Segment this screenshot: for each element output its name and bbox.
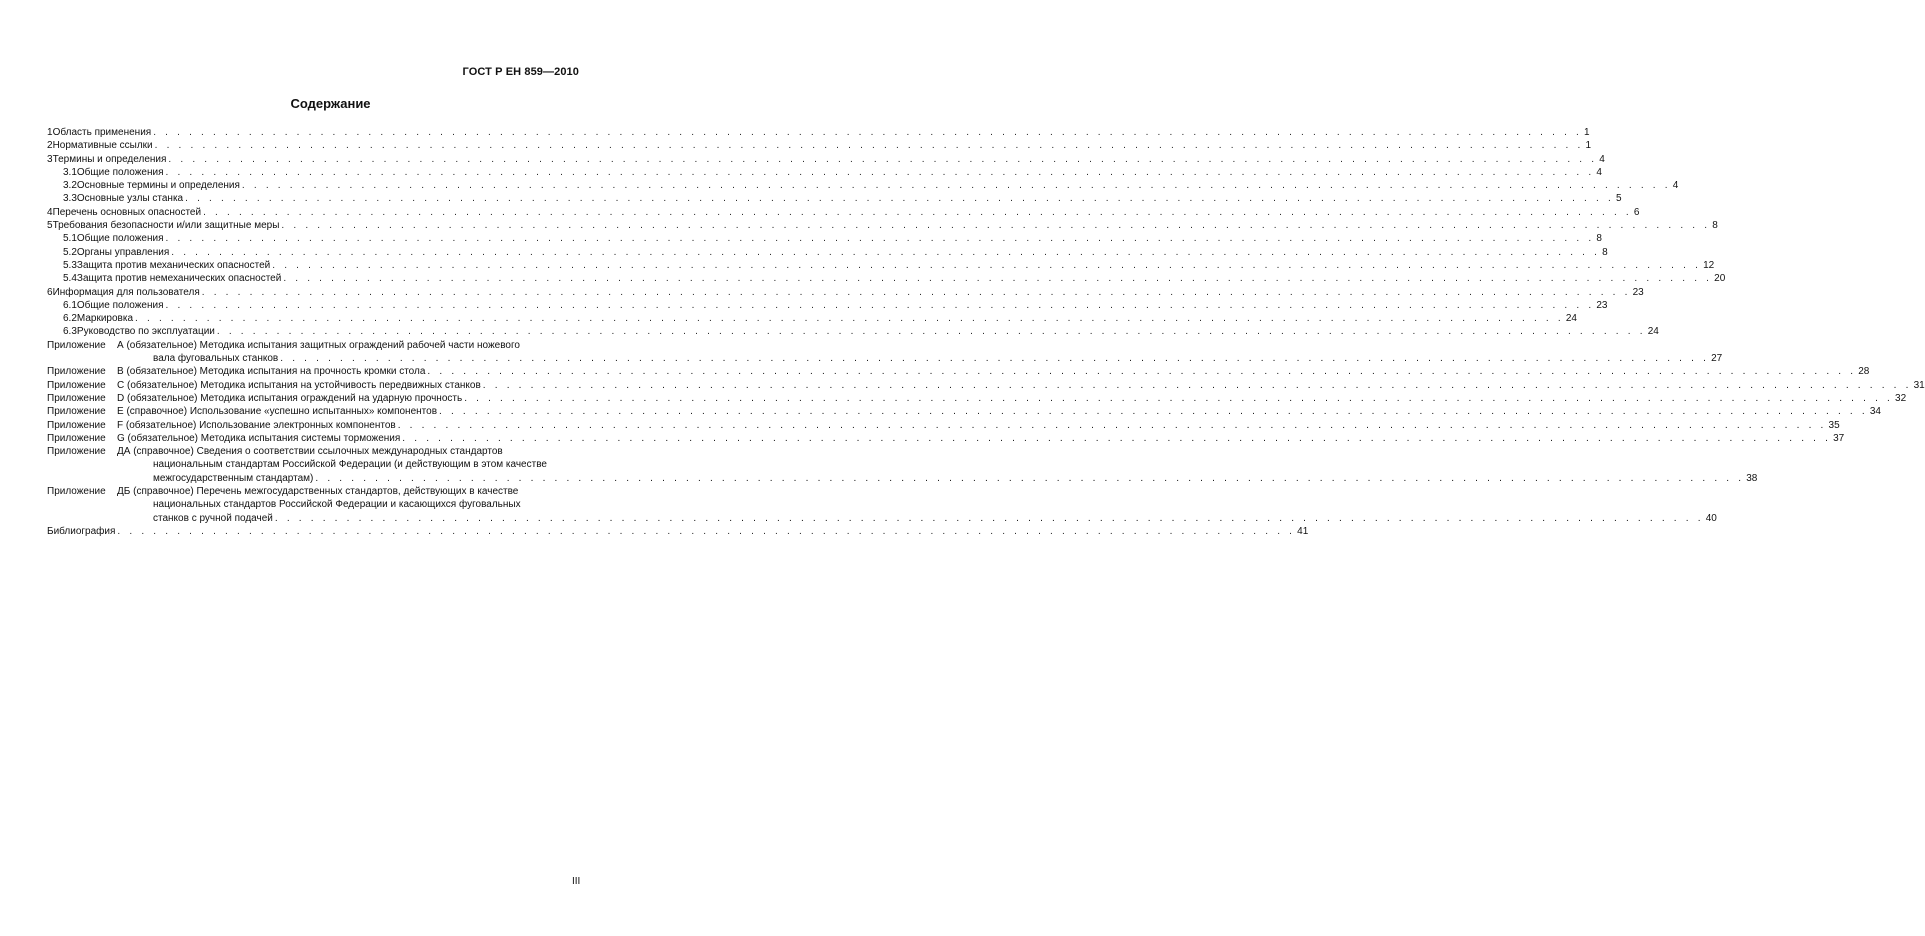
toc-entry-number: 6.1 [63,299,77,311]
toc-entry-number: 3 [47,153,53,165]
toc-page-number: 8 [1596,233,1602,245]
toc-page-number: 38 [1746,472,1758,484]
page-title: Содержание [290,96,371,111]
toc-entry[interactable] [47,166,1602,179]
appendix-title-line: национальных стандартов Российской Федерации и касающихся фуговальных [153,499,521,511]
toc-leader-dots: . . . . . . . . . . . . . . . . . . . . . . . . . . . . . . . . . . . . . . . . . . . . . . . . . . . . . . . . . . . . . . . . . . . . . . . . . . . . . . . . . . . . . . . . . . . . . . . . . . . . . . . . . . . . . . . . . . . . . . . . [464,392,1894,404]
toc-leader-dots: . . . . . . . . . . . . . . . . . . . . . . . . . . . . . . . . . . . . . . . . . . . . . . . . . . . . . . . . . . . . . . . . . . . . . . . . . . . . . . . . . . . . . . . . . . . . . . . . . . . . . . . . . . . . . . . . . . . . . . . . [165,299,1595,311]
toc-entry-appendix[interactable] [47,432,1845,445]
toc-page-number: 1 [1584,127,1590,138]
toc-entry-appendix[interactable] [47,405,1881,418]
toc-page-number: 41 [1297,525,1309,537]
appendix-title-line: В (обязательное) Методика испытания на прочность кромки стола [117,366,426,378]
toc-page-number: 32 [1895,392,1907,404]
toc-entry-text: Библиография [47,525,116,537]
toc-entry-text: Маркировка [76,313,134,325]
toc-entry-text: Органы управления [76,246,170,258]
toc-sections [47,126,1726,339]
toc-leader-dots: . . . . . . . . . . . . . . . . . . . . . . . . . . . . . . . . . . . . . . . . . . . . . . . . . . . . . . . . . . . . . . . . . . . . . . . . . . . . . . . . . . . . . . . . . . . . . . . . . . . . . . . . . . . . . . . . . . . . . . . . [154,140,1584,152]
toc-entry-appendix[interactable] [47,392,1907,405]
toc-entry[interactable] [47,325,1659,338]
page-number: III [572,876,581,887]
toc-leader-dots: . . . . . . . . . . . . . . . . . . . . . . . . . . . . . . . . . . . . . . . . . . . . . . . . . . . . . . . . . . . . . . . . . . . . . . . . . . . . . . . . . . . . . . . . . . . . . . . . . . . . . . . . . . . . . . . . . . . . . . . . [272,259,1702,271]
toc-page-number: 35 [1828,419,1840,431]
toc-entry-text: Основные узлы станка [76,193,184,205]
toc-page-number: 12 [1703,259,1715,271]
toc-entry-number: 6 [47,286,53,298]
toc-leader-dots: . . . . . . . . . . . . . . . . . . . . . . . . . . . . . . . . . . . . . . . . . . . . . . . . . . . . . . . . . . . . . . . . . . . . . . . . . . . . . . . . . . . . . . . . . . . . . . . . . . . . . . . . . . . . . . . . . . . . . . . . [402,432,1832,444]
toc-entry-number: 3.2 [63,180,77,192]
toc-entry[interactable] [47,192,1622,205]
toc-page-number: 1 [1585,140,1592,152]
toc-entry-appendix[interactable] [47,365,1870,378]
toc-page-number: 24 [1565,313,1577,325]
appendix-title-line: национальным стандартам Российской Федерации (и действующим в этом качестве [153,459,547,471]
appendix-title-line: С (обязательное) Методика испытания на устойчивость передвижных станков [117,379,481,391]
appendix-title-line: ДА (справочное) Сведения о соответствии ссылочных международных стандартов [117,446,503,458]
toc-entry[interactable] [47,139,1592,152]
appendix-title-line: ДБ (справочное) Перечень межгосударственных стандартов, действующих в качестве [117,486,519,498]
toc-page-number: 27 [1711,353,1723,365]
toc-appendices [47,339,1925,525]
toc-page-number: 24 [1647,326,1659,338]
toc-entry[interactable] [47,312,1577,325]
toc-leader-dots: . . . . . . . . . . . . . . . . . . . . . . . . . . . . . . . . . . . . . . . . . . . . . . . . . . . . . . . . . . . . . . . . . . . . . . . . . . . . . . . . . . . . . . . . . . . . . . . . . . . . . . . . . . . . . . . . . . . . . . . . [171,246,1601,258]
toc-entry[interactable] [47,246,1608,259]
toc-entry-number: 3.3 [63,193,77,205]
toc-page-number: 5 [1615,193,1622,205]
toc-entry-appendix[interactable] [47,445,1758,485]
toc-entry[interactable] [47,206,1640,219]
toc-entry-number: 1 [47,127,53,138]
toc-page-number: 34 [1869,406,1881,418]
appendix-title-line: вала фуговальных станков [153,353,279,365]
toc-entry-appendix[interactable] [47,419,1840,432]
toc-entry-number: 5.4 [63,273,77,285]
toc-entry-number: 5 [47,220,53,232]
toc-leader-dots: . . . . . . . . . . . . . . . . . . . . . . . . . . . . . . . . . . . . . . . . . . . . . . . . . . . . . . . . . . . . . . . . . . . . . . . . . . . . . . . . . . . . . . . . . . . . . . . . . . . . . . . . . . . . . . . . . . . . . . . . [241,180,1671,192]
toc-entry-text: Общие положения [76,299,164,311]
toc-leader-dots: . . . . . . . . . . . . . . . . . . . . . . . . . . . . . . . . . . . . . . . . . . . . . . . . . . . . . . . . . . . . . . . . . . . . . . . . . . . . . . . . . . . . . . . . . . . . . . . . . . . . . . . . . . . . . . . . . . . . . . . . [216,326,1646,338]
toc-leader-dots: . . . . . . . . . . . . . . . . . . . . . . . . . . . . . . . . . . . . . . . . . . . . . . . . . . . . . . . . . . . . . . . . . . . . . . . . . . . . . . . . . . . . . . . . . . . . . . . . . . . . . . . . . . . . . . . . . . . . . . . . [153,127,1583,138]
toc-leader-dots: . . . . . . . . . . . . . . . . . . . . . . . . . . . . . . . . . . . . . . . . . . . . . . . . . . . . . . . . . . . . . . . . . . . . . . . . . . . . . . . . . . . . . . . . . . . . . . . . . . . . . . . . . . . . . . . . . . . . . . . . [280,353,1710,365]
toc-page-number: 37 [1833,432,1845,444]
toc-entry-text: Область применения [52,127,152,138]
toc-entry-number: 4 [47,206,53,218]
toc-entry-number: 6.3 [63,326,77,338]
toc-entry-number: 3.1 [63,166,77,178]
toc-entry[interactable] [47,179,1679,192]
toc-page-number: 4 [1672,180,1679,192]
toc-page-number: 6 [1633,206,1640,218]
toc-leader-dots: . . . . . . . . . . . . . . . . . . . . . . . . . . . . . . . . . . . . . . . . . . . . . . . . . . . . . . . . . . . . . . . . . . . . . . . . . . . . . . . . . . . . . . . . . . . . . . . . . . . . . . . . . . . . . . . . . . . . . . . . [482,379,1912,391]
toc-entry[interactable] [47,286,1644,299]
toc-page-number: 23 [1632,286,1644,298]
toc-page-number: 31 [1913,379,1925,391]
appendix-title-line: F (обязательное) Использование электронных компонентов [117,419,396,431]
toc-entry[interactable] [47,232,1602,245]
toc-leader-dots: . . . . . . . . . . . . . . . . . . . . . . . . . . . . . . . . . . . . . . . . . . . . . . . . . . . . . . . . . . . . . . . . . . . . . . . . . . . . . . . . . . . . . . . . . . . . . . . . . . . . . . . . . . . . . . . . . . . . . . . . [281,220,1711,232]
toc-entry-text: Защита против механических опасностей [76,259,271,271]
toc-entry-text: Защита против немеханических опасностей [76,273,282,285]
toc-entry-bibliography[interactable] [47,525,1309,538]
toc-entry-text: Термины и определения [52,153,167,165]
appendix-label: Приложение [47,486,106,498]
toc-leader-dots: . . . . . . . . . . . . . . . . . . . . . . . . . . . . . . . . . . . . . . . . . . . . . . . . . . . . . . . . . . . . . . . . . . . . . . . . . . . . . . . . . . . . . . . . . . . . . . . . . . . . . . . . . . . . . . . . . . . . . . . . [274,512,1704,524]
toc-page-number: 8 [1602,246,1608,258]
document-header: ГОСТ Р ЕН 859—2010 [462,66,579,78]
toc-leader-dots: . . . . . . . . . . . . . . . . . . . . . . . . . . . . . . . . . . . . . . . . . . . . . . . . . . . . . . . . . . . . . . . . . . . . . . . . . . . . . . . . . . . . . . . . . . . . . . . . . . . . . . . . . . . . . . . . . . . . . . . . [165,233,1595,245]
appendix-title-line: А (обязательное) Методика испытания защитных ограждений рабочей части ножевого [117,339,520,351]
appendix-label: Приложение [47,339,106,351]
toc-leader-dots: . . . . . . . . . . . . . . . . . . . . . . . . . . . . . . . . . . . . . . . . . . . . . . . . . . . . . . . . . . . . . . . . . . . . . . . . . . . . . . . . . . . . . . . . . . . . . . . . . . . . . . . . . . . . . . . . . . . . . . . . [439,406,1868,418]
toc-leader-dots: . . . . . . . . . . . . . . . . . . . . . . . . . . . . . . . . . . . . . . . . . . . . . . . . . . . . . . . . . . . . . . . . . . . . . . . . . . . . . . . . . . . . . . . . . . . . . . . . . . . . . . . . . . . . . . . . . . . . . . . . [283,273,1713,285]
appendix-label: Приложение [47,446,106,458]
appendix-label: Приложение [47,379,106,391]
appendix-title-line: межгосударственным стандартам) [153,472,314,484]
appendix-label: Приложение [47,366,106,378]
toc-page-number: 20 [1714,273,1726,285]
toc-entry-text: Руководство по эксплуатации [76,326,215,338]
toc-entry-text: Основные термины и определения [76,180,240,192]
toc-entry[interactable] [47,299,1608,312]
appendix-label: Приложение [47,419,106,431]
table-of-contents [47,126,1925,538]
toc-leader-dots: . . . . . . . . . . . . . . . . . . . . . . . . . . . . . . . . . . . . . . . . . . . . . . . . . . . . . . . . . . . . . . . . . . . . . . . . . . . . . . . . . . . . . . . . . . . . . . . . . . . [117,525,1296,537]
toc-leader-dots: . . . . . . . . . . . . . . . . . . . . . . . . . . . . . . . . . . . . . . . . . . . . . . . . . . . . . . . . . . . . . . . . . . . . . . . . . . . . . . . . . . . . . . . . . . . . . . . . . . . . . . . . . . . . . . . . . . . . . . . . [315,472,1745,484]
toc-page-number: 28 [1858,366,1870,378]
toc-entry-appendix[interactable] [47,485,1717,525]
toc-entry-text: Требования безопасности и/или защитные меры [52,220,280,232]
appendix-title-line: станков с ручной подачей [153,512,273,524]
toc-leader-dots: . . . . . . . . . . . . . . . . . . . . . . . . . . . . . . . . . . . . . . . . . . . . . . . . . . . . . . . . . . . . . . . . . . . . . . . . . . . . . . . . . . . . . . . . . . . . . . . . . . . . . . . . . . . . . . . . . . . . . . . . [168,153,1598,165]
toc-page-number: 4 [1596,166,1602,178]
toc-entry-number: 5.1 [63,233,77,245]
toc-page-number: 40 [1705,512,1717,524]
appendix-title-line: Е (справочное) Использование «успешно испытанных» компонентов [117,406,438,418]
appendix-label: Приложение [47,406,106,418]
toc-leader-dots: . . . . . . . . . . . . . . . . . . . . . . . . . . . . . . . . . . . . . . . . . . . . . . . . . . . . . . . . . . . . . . . . . . . . . . . . . . . . . . . . . . . . . . . . . . . . . . . . . . . . . . . . . . . . . . . . . . . . . . . . [397,419,1827,431]
toc-entry-appendix[interactable] [47,379,1925,392]
toc-entry[interactable] [47,153,1605,166]
toc-entry[interactable] [47,126,1590,139]
toc-entry-number: 2 [47,140,53,152]
toc-page-number: 8 [1712,220,1718,232]
toc-leader-dots: . . . . . . . . . . . . . . . . . . . . . . . . . . . . . . . . . . . . . . . . . . . . . . . . . . . . . . . . . . . . . . . . . . . . . . . . . . . . . . . . . . . . . . . . . . . . . . . . . . . . . . . . . . . . . . . . . . . . . . . . [427,366,1857,378]
toc-entry[interactable] [47,259,1715,272]
toc-page-number: 4 [1599,153,1605,165]
toc-leader-dots: . . . . . . . . . . . . . . . . . . . . . . . . . . . . . . . . . . . . . . . . . . . . . . . . . . . . . . . . . . . . . . . . . . . . . . . . . . . . . . . . . . . . . . . . . . . . . . . . . . . . . . . . . . . . . . . . . . . . . . . . [135,313,1564,325]
appendix-label: Приложение [47,432,106,444]
toc-leader-dots: . . . . . . . . . . . . . . . . . . . . . . . . . . . . . . . . . . . . . . . . . . . . . . . . . . . . . . . . . . . . . . . . . . . . . . . . . . . . . . . . . . . . . . . . . . . . . . . . . . . . . . . . . . . . . . . . . . . . . . . . [201,286,1631,298]
toc-entry-text: Нормативные ссылки [52,140,153,152]
toc-entry-number: 5.2 [63,246,77,258]
toc-entry[interactable] [47,219,1718,232]
toc-entry[interactable] [47,272,1726,285]
toc-entry-text: Информация для пользователя [52,286,200,298]
toc-entry-text: Общие положения [76,166,164,178]
toc-entry-number: 5.3 [63,259,77,271]
appendix-label: Приложение [47,392,106,404]
appendix-title-line: G (обязательное) Методика испытания системы торможения [117,432,401,444]
toc-leader-dots: . . . . . . . . . . . . . . . . . . . . . . . . . . . . . . . . . . . . . . . . . . . . . . . . . . . . . . . . . . . . . . . . . . . . . . . . . . . . . . . . . . . . . . . . . . . . . . . . . . . . . . . . . . . . . . . . . . . . . . . . [185,193,1614,205]
toc-entry-text: Общие положения [76,233,164,245]
toc-leader-dots: . . . . . . . . . . . . . . . . . . . . . . . . . . . . . . . . . . . . . . . . . . . . . . . . . . . . . . . . . . . . . . . . . . . . . . . . . . . . . . . . . . . . . . . . . . . . . . . . . . . . . . . . . . . . . . . . . . . . . . . . [165,166,1595,178]
appendix-title-line: D (обязательное) Методика испытания ограждений на ударную прочность [117,392,463,404]
toc-entry-appendix[interactable] [47,339,1723,366]
toc-entry-number: 6.2 [63,313,77,325]
toc-page-number: 23 [1596,299,1608,311]
toc-leader-dots: . . . . . . . . . . . . . . . . . . . . . . . . . . . . . . . . . . . . . . . . . . . . . . . . . . . . . . . . . . . . . . . . . . . . . . . . . . . . . . . . . . . . . . . . . . . . . . . . . . . . . . . . . . . . . . . . . . . . . . . . [203,206,1632,218]
toc-entry-text: Перечень основных опасностей [52,206,202,218]
